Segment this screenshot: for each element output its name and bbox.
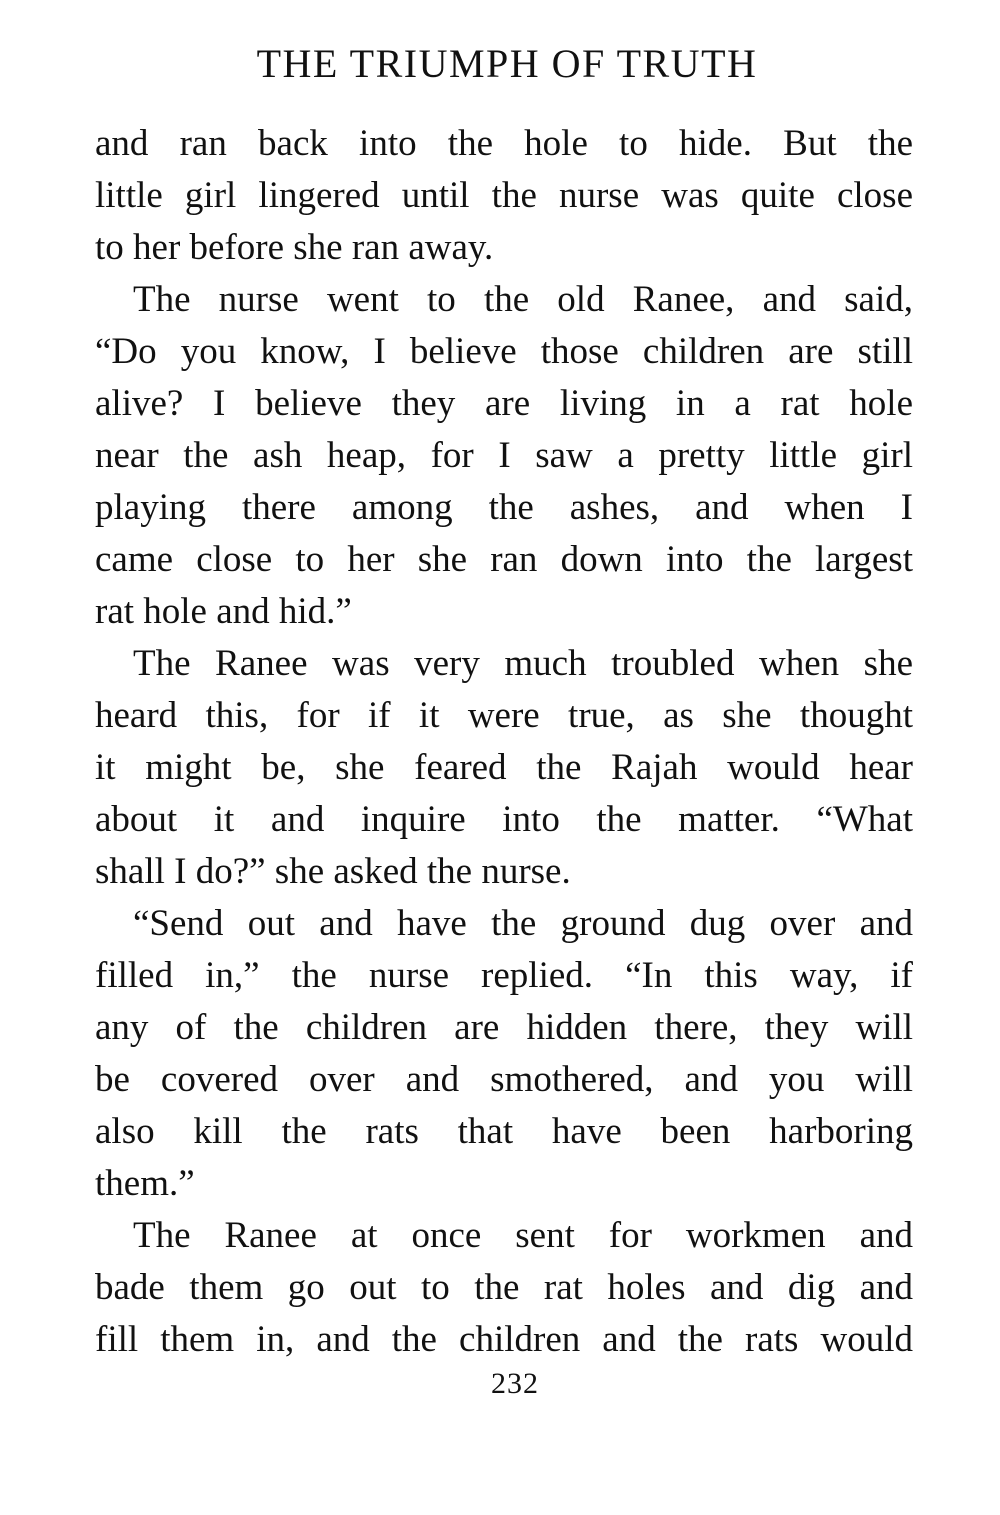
- text-line: filled in,” the nurse replied. “In this way, if: [95, 955, 913, 996]
- text-line: rat hole and hid.”: [95, 591, 352, 632]
- text-line: The Ranee at once sent for workmen and: [133, 1215, 913, 1256]
- text-line: little girl lingered until the nurse was quite close: [95, 175, 913, 216]
- text-line: it might be, she feared the Rajah would hear: [95, 747, 913, 788]
- text-line: fill them in, and the children and the rats would: [95, 1319, 913, 1360]
- text-line: “Send out and have the ground dug over and: [133, 903, 913, 944]
- text-line: near the ash heap, for I saw a pretty little girl: [95, 435, 913, 476]
- body-text: [95, 118, 913, 1366]
- text-line: heard this, for if it were true, as she thought: [95, 695, 913, 736]
- text-line: be covered over and smothered, and you will: [95, 1059, 913, 1100]
- text-line: shall I do?” she asked the nurse.: [95, 851, 571, 892]
- text-line: alive? I believe they are living in a rat hole: [95, 383, 913, 424]
- page-number: 232: [491, 1367, 539, 1400]
- text-line: “Do you know, I believe those children are still: [95, 331, 913, 372]
- text-line: them.”: [95, 1163, 195, 1204]
- text-line: bade them go out to the rat holes and dig and: [95, 1267, 913, 1308]
- text-line: also kill the rats that have been harboring: [95, 1111, 913, 1152]
- text-line: and ran back into the hole to hide. But the: [95, 123, 913, 164]
- text-line: playing there among the ashes, and when I: [95, 487, 913, 528]
- text-line: about it and inquire into the matter. “What: [95, 799, 913, 840]
- text-line: The Ranee was very much troubled when she: [133, 643, 913, 684]
- text-line: to her before she ran away.: [95, 227, 494, 268]
- text-line: any of the children are hidden there, they will: [95, 1007, 913, 1048]
- running-head: THE TRIUMPH OF TRUTH: [256, 41, 758, 86]
- text-line: The nurse went to the old Ranee, and said,: [133, 279, 913, 320]
- text-line: came close to her she ran down into the largest: [95, 539, 913, 580]
